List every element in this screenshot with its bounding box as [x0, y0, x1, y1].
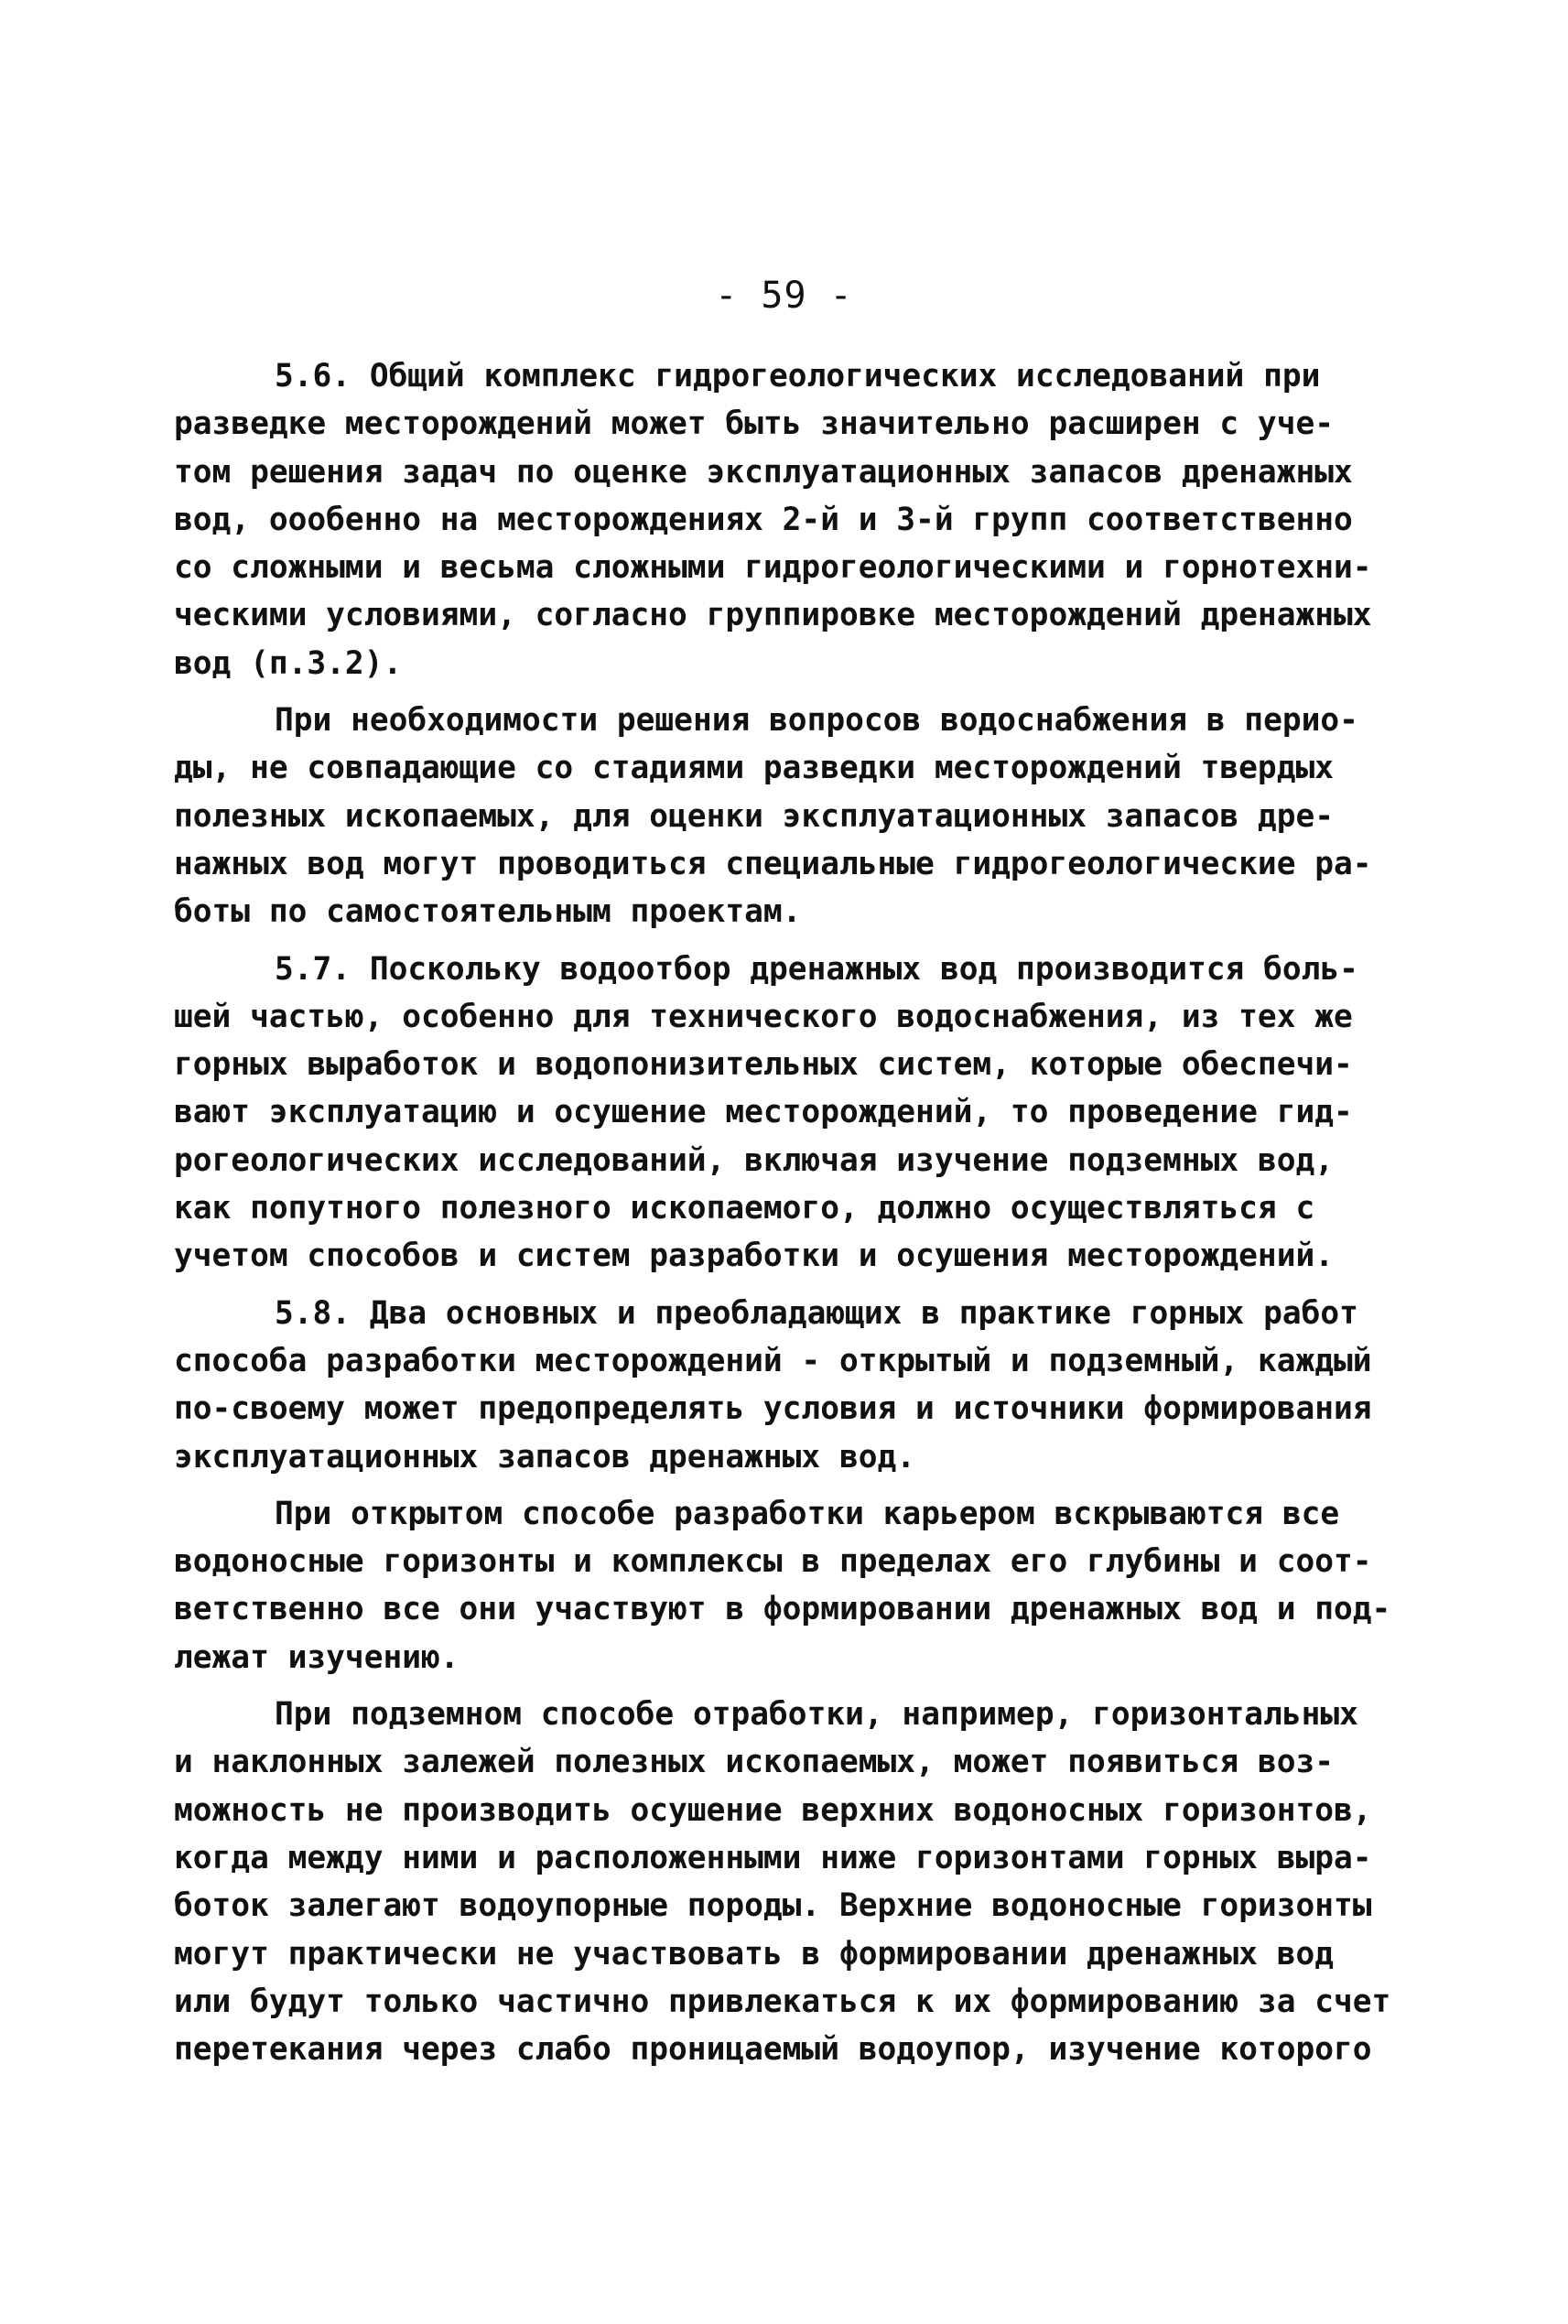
text-line: перетекания через слабо проницаемый водоупор, изучение которого — [174, 2031, 1372, 2069]
text-line: вод (п.3.2). — [174, 644, 403, 682]
paragraph-open-pit — [174, 1490, 1428, 1681]
text-line: ды, не совпадающие со стадиями разведки месторождений твердых — [174, 750, 1335, 787]
text-line: ческими условиями, согласно группировке месторождений дренажных — [174, 597, 1372, 634]
text-line: ветственно все они участвуют в формировании дренажных вод и под- — [174, 1591, 1391, 1628]
text-line: вают эксплуатацию и осушение месторождений, то проведение гид- — [174, 1094, 1353, 1131]
text-line: При открытом способе разработки карьером вскрываются все — [275, 1495, 1340, 1532]
text-line: боток залегают водоупорные породы. Верхние водоносные горизонты — [174, 1887, 1372, 1925]
page-number: - 59 - — [715, 275, 853, 317]
text-line: При подземном способе отработки, например, горизонтальных — [275, 1696, 1358, 1734]
paragraph-water-supply — [174, 697, 1428, 935]
text-line: вод, оообенно на месторождениях 2-й и 3-й групп соответственно — [174, 501, 1353, 538]
text-line: и наклонных залежей полезных ископаемых, может появиться воз- — [174, 1744, 1335, 1781]
text-line: по-своему может предопределять условия и источники формирования — [174, 1390, 1372, 1428]
text-line: боты по самостоятельным проектам. — [174, 893, 802, 931]
text-line: когда между ними и расположенными ниже горизонтами горных выра- — [174, 1839, 1372, 1876]
text-line: При необходимости решения вопросов водоснабжения в перио- — [275, 702, 1358, 740]
text-line: горных выработок и водопонизительных систем, которые обеспечи- — [174, 1046, 1353, 1084]
text-line: том решения задач по оценке эксплуатационных запасов дренажных — [174, 453, 1353, 491]
paragraph-5-8 — [174, 1290, 1428, 1481]
text-line: полезных ископаемых, для оценки эксплуатационных запасов дре- — [174, 797, 1335, 835]
text-line: шей частью, особенно для технического водоснабжения, из тех же — [174, 998, 1353, 1035]
text-line: эксплуатационных запасов дренажных вод. — [174, 1438, 916, 1475]
text-line: могут практически не участвовать в формировании дренажных вод — [174, 1935, 1335, 1973]
text-line: способа разработки месторождений - открытый и подземный, каждый — [174, 1342, 1372, 1379]
text-line: лежат изучению. — [174, 1638, 460, 1676]
text-line: разведке месторождений может быть значительно расширен с уче- — [174, 405, 1335, 443]
body-text — [174, 352, 1428, 2082]
paragraph-5-6 — [174, 352, 1428, 687]
text-line: со сложными и весьма сложными гидрогеологическими и горнотехни- — [174, 549, 1372, 587]
text-line: 5.6. Общий комплекс гидрогеологических исследований при — [275, 358, 1321, 395]
paragraph-underground — [174, 1691, 1428, 2073]
text-line: можность не производить осушение верхних водоносных горизонтов, — [174, 1791, 1372, 1829]
text-line: рогеологических исследований, включая изучение подземных вод, — [174, 1141, 1335, 1179]
text-line: нажных вод могут проводиться специальные гидрогеологические ра- — [174, 845, 1372, 882]
text-line: или будут только частично привлекаться к их формированию за счет — [174, 1983, 1391, 2020]
text-line: 5.8. Два основных и преобладающих в практике горных работ — [275, 1294, 1358, 1332]
text-line: учетом способов и систем разработки и осушения месторождений. — [174, 1238, 1335, 1275]
text-line: 5.7. Поскольку водоотбор дренажных вод производится боль- — [275, 950, 1358, 988]
text-line: как попутного полезного ископаемого, должно осуществляться с — [174, 1190, 1315, 1227]
text-line: водоносные горизонты и комплексы в пределах его глубины и соот- — [174, 1543, 1372, 1581]
paragraph-5-7 — [174, 946, 1428, 1281]
